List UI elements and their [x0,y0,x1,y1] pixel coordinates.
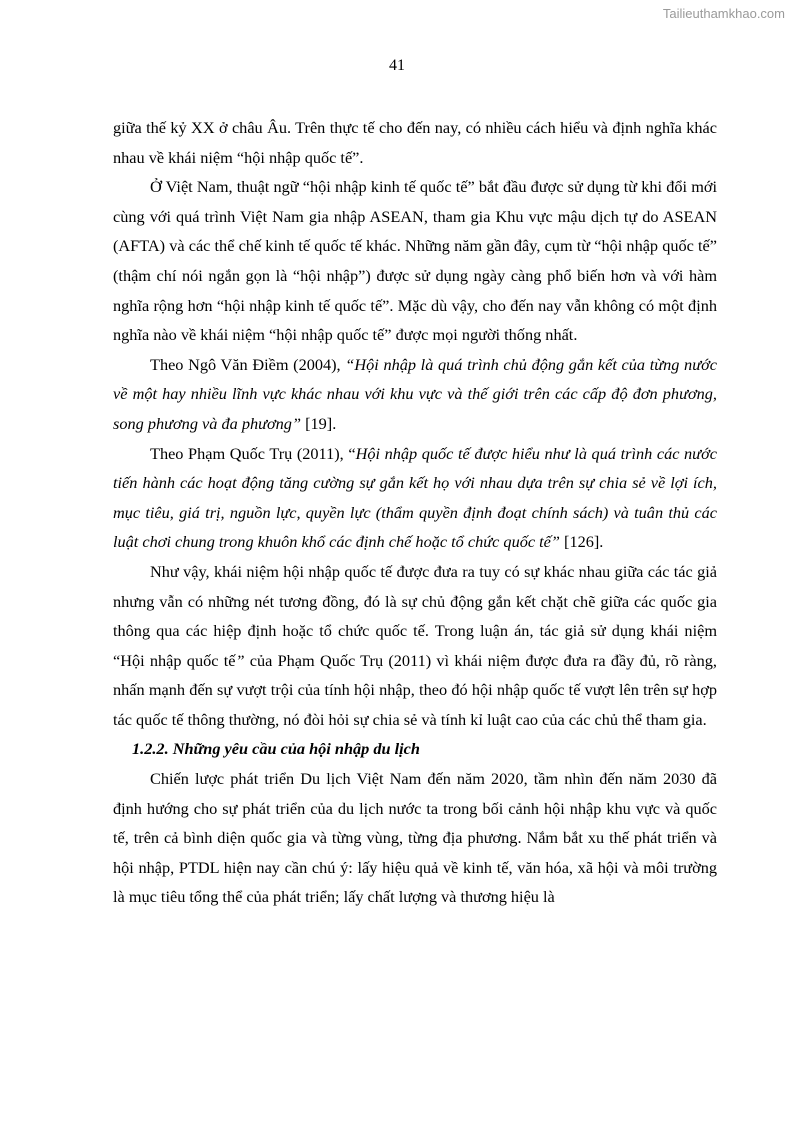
citation-lead: Theo Ngô Văn Điềm (2004), [150,354,346,374]
text-run: của Phạm Quốc Trụ (2011) vì khái niệm được đưa ra đầy đủ, rõ ràng, nhấn mạnh đến sự vượt trội của tính hội nhập, theo đó hội nhập quốc tế vượt lên trên sự hợp tác quốc tế thông thường, nó đòi hỏi sự chia sẻ và tính kỉ luật cao của các chủ thể tham gia. [113,650,717,729]
quotation: Hội nhập quốc tế được hiểu như là quá trình các nước tiến hành các hoạt động tăng cường sự gắn kết họ với nhau dựa trên sự chia sẻ về lợi ích, mục tiêu, giá trị, nguồn lực, quyền lực (thẩm quyền định đoạt chính sách) và tuân thủ các luật chơi chung trong khuôn khổ các định chế hoặc tổ chức quốc tế” [113,443,717,552]
italic-quote-mark: ” [235,650,245,670]
page-number: 41 [389,57,405,74]
paragraph-vietnam-term: Ở Việt Nam, thuật ngữ “hội nhập kinh tế quốc tế” bắt đầu được sử dụng từ khi đổi mới cùng với quá trình Việt Nam gia nhập ASEAN, tham gia Khu vực mậu dịch tự do ASEAN (AFTA) và các thể chế kinh tế quốc tế khác. Những năm gần đây, cụm từ “hội nhập quốc tế” (thậm chí nói ngắn gọn là “hội nhập”) được sử dụng ngày càng phổ biến hơn và với hàm nghĩa rộng hơn “hội nhập kinh tế quốc tế”. Mặc dù vậy, cho đến nay vẫn không có một định nghĩa nào về khái niệm “hội nhập quốc tế” được mọi người thống nhất. [113,177,717,345]
citation-ref: [19]. [301,413,337,433]
quotation: “Hội nhập là quá trình chủ động gắn kết của từng nước về một hay nhiều lĩnh vực khác nhau với khu vực và thế giới trên các cấp độ đơn phương, song phương và đa phương” [113,354,717,433]
paragraph-strategy: Chiến lược phát triển Du lịch Việt Nam đến năm 2020, tầm nhìn đến năm 2030 đã định hướng cho sự phát triển của du lịch nước ta trong bối cảnh hội nhập khu vực và quốc tế, trên cả bình diện quốc gia và từng vùng, từng địa phương. Nắm bắt xu thế phát triển và hội nhập, PTDL hiện nay cần chú ý: lấy hiệu quả về kinh tế, văn hóa, xã hội và môi trường là mục tiêu tổng thể của phát triển; lấy chất lượng và thương hiệu là [113,769,717,907]
watermark: Tailieuthamkhao.com [662,6,785,21]
text-run: Như vậy, khái niệm hội nhập quốc tế được đưa ra tuy có sự khác nhau giữa các tác giả nhưng vẫn có những nét tương đồng, đó là sự chủ động gắn kết chặt chẽ giữa các quốc gia thông qua các hiệp định hoặc tổ chức quốc tế. Trong luận án, tác giả sử dụng khái niệm “Hội nhập quốc tế [113,561,717,670]
citation-lead: Theo Phạm Quốc Trụ (2011), “ [150,443,356,463]
section-heading: 1.2.2. Những yêu cầu của hội nhập du lịch [132,739,420,759]
paragraph-continuation: giữa thế kỷ XX ở châu Âu. Trên thực tế cho đến nay, có nhiều cách hiểu và định nghĩa khác nhau về khái niệm “hội nhập quốc tế”. [113,118,717,167]
paragraph-conclusion [113,557,717,735]
paragraph-ngo-van-diem [113,350,717,439]
document-body [113,113,717,912]
citation-ref: [126]. [559,532,604,552]
paragraph-pham-quoc-tru [113,439,717,557]
